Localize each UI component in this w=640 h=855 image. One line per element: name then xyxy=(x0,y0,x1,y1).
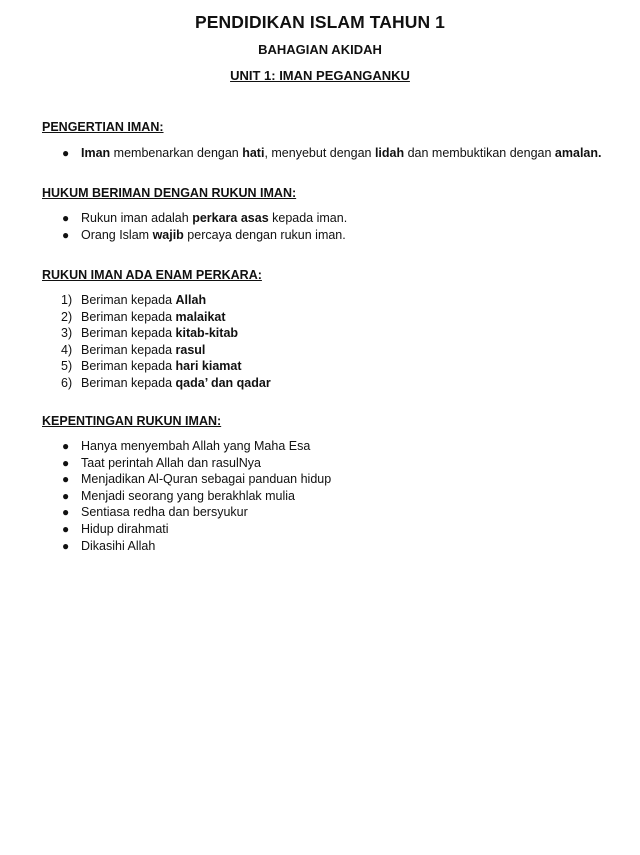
item-text: Sentiasa redha dan bersyukur xyxy=(81,505,248,520)
numbered-list-item xyxy=(0,325,271,342)
bullet-icon: ● xyxy=(62,227,70,242)
item-text-bold: qada’ dan qadar xyxy=(175,375,271,390)
bullet-icon: ● xyxy=(62,488,70,503)
bullet-icon: ● xyxy=(62,472,70,487)
bullet-list-item xyxy=(0,488,331,505)
item-text-bold: wajib xyxy=(152,227,184,242)
item-text: dan membuktikan dengan xyxy=(404,146,555,160)
bullet-list-item xyxy=(0,455,331,472)
item-number: 1) xyxy=(61,293,73,307)
item-text: Hanya menyembah Allah yang Maha Esa xyxy=(81,439,311,453)
item-text: Beriman kepada xyxy=(81,326,176,341)
unit-title-text: UNIT 1: IMAN PEGANGANKU xyxy=(230,68,410,83)
item-text: kepada iman. xyxy=(268,211,348,225)
numbered-list-item xyxy=(0,358,271,375)
item-text: Rukun iman adalah xyxy=(81,211,193,225)
numbered-list-item xyxy=(0,375,271,392)
bullet-list-item xyxy=(0,538,331,555)
document-subtitle: BAHAGIAN AKIDAH xyxy=(258,42,382,57)
bullet-list-item xyxy=(0,145,601,162)
item-text: Beriman kepada xyxy=(81,309,176,324)
item-text-bold: hati xyxy=(242,146,265,160)
item-text: Beriman kepada xyxy=(81,359,176,374)
item-text: membenarkan dengan xyxy=(110,146,243,160)
bullet-list-item xyxy=(0,210,347,227)
item-text: Taat perintah Allah dan rasulNya xyxy=(81,455,261,470)
document-title: PENDIDIKAN ISLAM TAHUN 1 xyxy=(195,12,445,32)
item-text: Beriman kepada xyxy=(81,375,176,390)
item-text: Beriman kepada xyxy=(81,293,176,307)
bullet-list-item xyxy=(0,227,347,244)
bullet-icon: ● xyxy=(62,521,70,536)
bullet-list-item xyxy=(0,438,331,455)
heading-kepentingan-rukun-iman: KEPENTINGAN RUKUN IMAN: xyxy=(42,414,222,428)
item-text-bold: Iman xyxy=(81,146,111,160)
heading-rukun-iman: RUKUN IMAN ADA ENAM PERKARA: xyxy=(42,268,262,282)
item-text: Dikasihi Allah xyxy=(81,538,156,553)
bullet-icon: ● xyxy=(62,538,70,553)
list-pengertian-iman xyxy=(0,145,601,162)
item-number: 3) xyxy=(61,326,73,341)
numbered-list-item xyxy=(0,342,271,359)
item-text: Menjadikan Al-Quran sebagai panduan hidup xyxy=(81,472,332,487)
item-number: 5) xyxy=(61,359,73,374)
bullet-list-item xyxy=(0,504,331,521)
list-hukum-beriman xyxy=(0,210,347,243)
item-number: 2) xyxy=(61,309,73,324)
item-text-bold: malaikat xyxy=(175,309,226,324)
item-text: percaya dengan rukun iman. xyxy=(183,227,346,242)
list-kepentingan-rukun-iman xyxy=(0,438,331,554)
item-text-bold: hari kiamat xyxy=(175,359,242,374)
bullet-icon: ● xyxy=(62,455,70,470)
list-rukun-iman xyxy=(0,292,271,392)
heading-pengertian-iman: PENGERTIAN IMAN: xyxy=(42,120,164,134)
item-text: Hidup dirahmati xyxy=(81,521,169,536)
heading-hukum-beriman: HUKUM BERIMAN DENGAN RUKUN IMAN: xyxy=(42,186,297,200)
bullet-list-item xyxy=(0,521,331,538)
bullet-icon: ● xyxy=(62,439,70,453)
bullet-icon: ● xyxy=(62,146,70,160)
item-text: Orang Islam xyxy=(81,227,153,242)
item-text-bold: amalan. xyxy=(554,146,602,160)
item-text: , menyebut dengan xyxy=(264,146,375,160)
item-text-bold: perkara asas xyxy=(192,211,269,225)
item-text-bold: kitab-kitab xyxy=(175,326,239,341)
item-text-bold: rasul xyxy=(175,342,206,357)
numbered-list-item xyxy=(0,309,271,326)
bullet-list-item xyxy=(0,471,331,488)
item-number: 4) xyxy=(61,342,73,357)
item-text-bold: Allah xyxy=(175,293,207,307)
item-text: Menjadi seorang yang berakhlak mulia xyxy=(81,488,296,503)
bullet-icon: ● xyxy=(62,211,70,225)
item-text-bold: lidah xyxy=(374,146,405,160)
unit-title xyxy=(0,68,640,83)
item-text: Beriman kepada xyxy=(81,342,176,357)
item-number: 6) xyxy=(61,375,73,390)
bullet-icon: ● xyxy=(62,505,70,520)
numbered-list-item xyxy=(0,292,271,309)
